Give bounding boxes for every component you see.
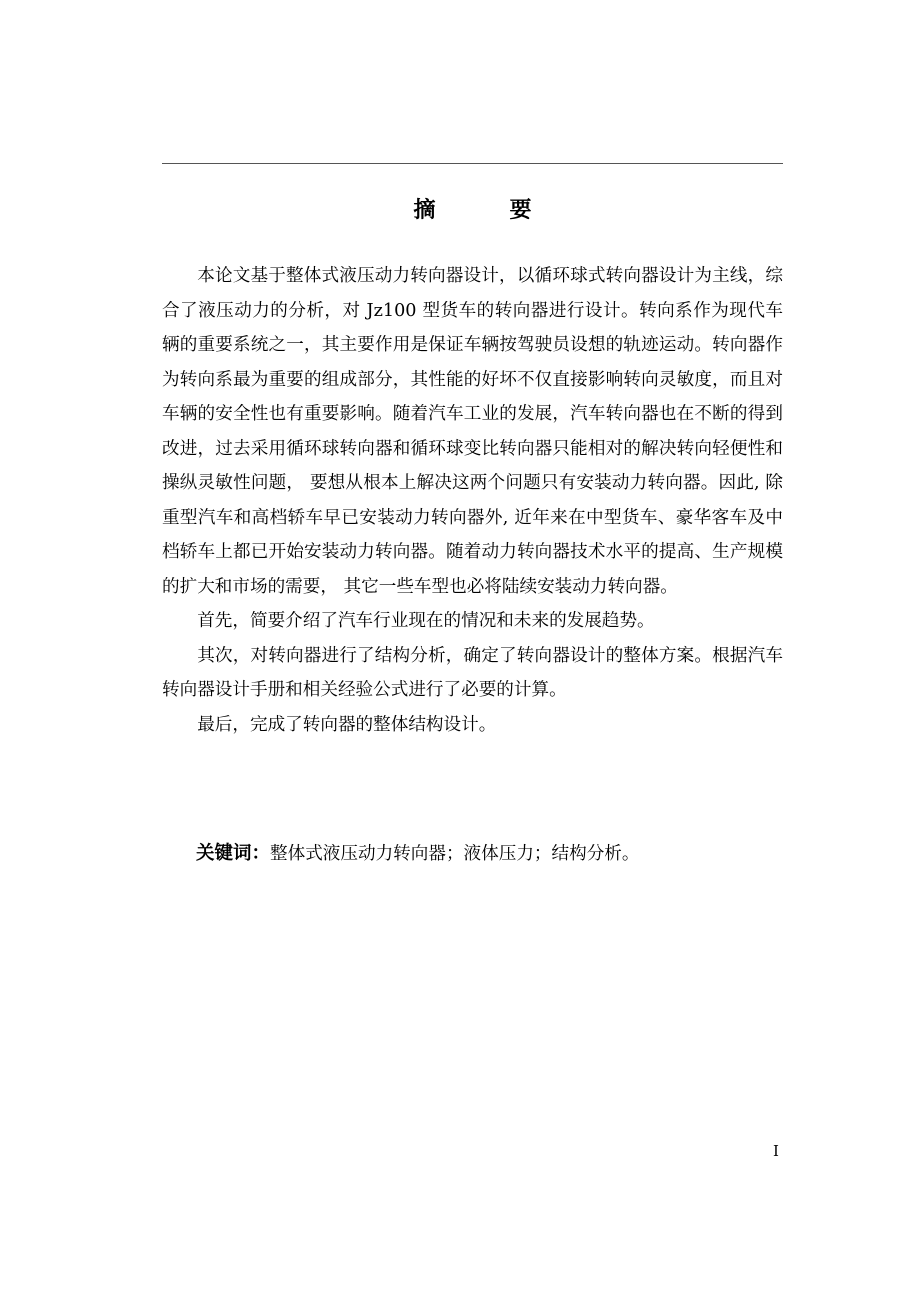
header-rule [162, 163, 783, 164]
page-number: I [773, 1142, 779, 1160]
abstract-paragraph-2: 首先，简要介绍了汽车行业现在的情况和未来的发展趋势。 [197, 611, 655, 631]
keywords-line [196, 837, 783, 871]
abstract-paragraph-4: 最后，完成了转向器的整体结构设计。 [197, 714, 497, 735]
keywords-label: 关键词： [196, 843, 271, 864]
abstract-title: 摘 要 [413, 198, 558, 223]
keywords-text: 整体式液压动力转向器；液体压力；结构分析。 [270, 844, 640, 864]
abstract-paragraph-1: 本论文基于整体式液压动力转向器设计，以循环球式转向器设计为主线，综合了液压动力的分析，对 Jz100 型货车的转向器进行设计。转向系作为现代车辆的重要系统之一，其主要作用是保证车辆按驾驶员设想的轨迹运动。转向器作为转向系最为重要的组成部分，其性能的好坏不仅直接影响转向灵敏度，而且对车辆的安全性也有重要影响。随着汽车工业的发展，汽车转向器也在不断的得到改进，过去采用循环球转向器和循环球变比转向器只能相对的解决转向轻便性和操纵灵敏性问题， 要想从根本上解决这两个问题只有安装动力转向器。因此, 除重型汽车和高档轿车早已安装动力转向器外, 近年来在中型货车、豪华客车及中档轿车上都已开始安装动力转向器。随着动力转向器技术水平的提高、生产规模的扩大和市场的需要， 其它一些车型也必将陆续安装动力转向器。 [162, 266, 783, 597]
abstract-paragraph-3: 其次，对转向器进行了结构分析，确定了转向器设计的整体方案。根据汽车转向器设计手册和相关经验公式进行了必要的计算。 [162, 645, 783, 700]
abstract-body [162, 259, 783, 742]
